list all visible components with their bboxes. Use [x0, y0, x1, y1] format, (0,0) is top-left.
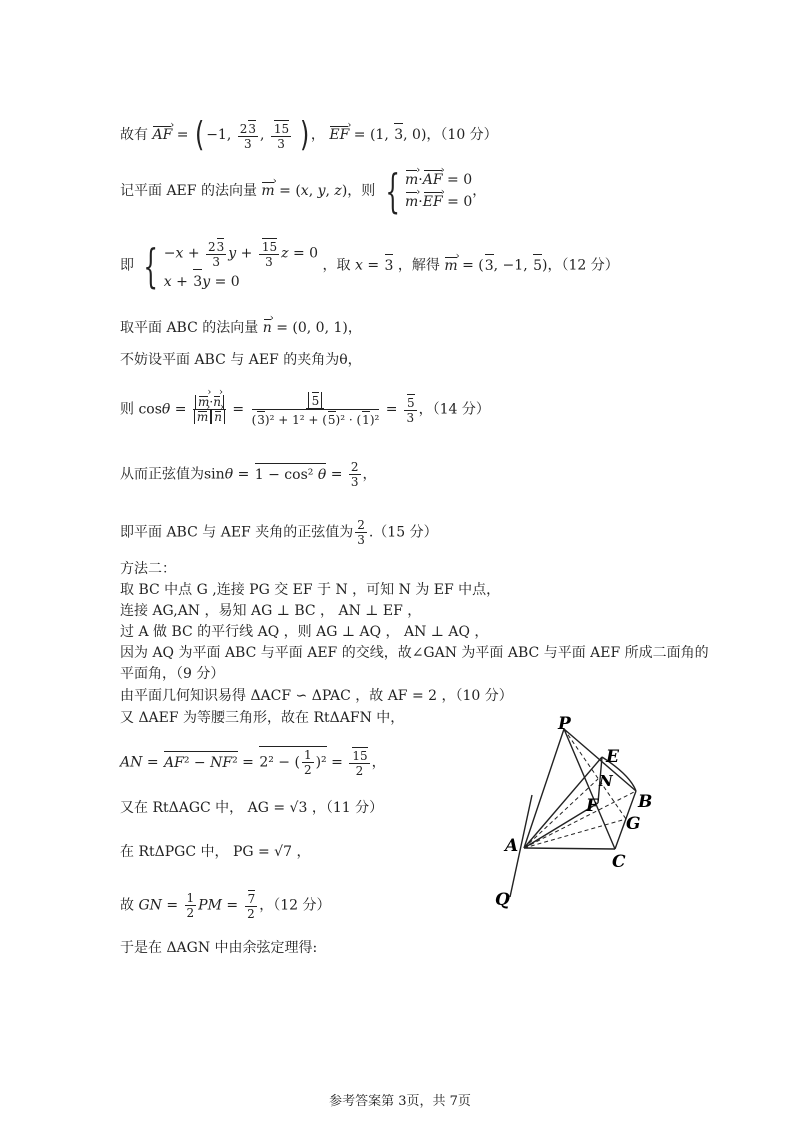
- method-two-step-4: 因为 AQ 为平面 ABC 与平面 AEF 的交线，故∠GAN 为平面 ABC 与平面 AEF 所成二面角的: [120, 645, 709, 661]
- normal-vector-m-line: 记平面 AEF 的法向量 m › = (x, y, z)，则 { m ›·AF › = 0 m ›·EF › = 0 ，: [120, 168, 486, 214]
- page-footer: 参考答案第 3页，共 7页: [329, 1094, 471, 1109]
- label-A: A: [505, 836, 519, 856]
- gn-length-line: 故 GN = $\frac{1}{2}$ PM = $\frac{7}{2}$ ，（12 分）: [120, 891, 331, 921]
- system-solution-line: 即 { −x + $\frac{23}{3}$ y + $\frac{15}{3}$ z = 0 x + 3y = 0 ，取 x = 3 ，解得 m › = (3, −1, 5)，（12 分）: [120, 238, 619, 293]
- method-two-step-6: 由平面几何知识易得 ΔACF ∽ ΔPAC ，故 AF = 2 ，（10 分）: [120, 688, 513, 704]
- normal-vector-n-line: 取平面 ABC 的法向量 n › = (0, 0, 1)，: [120, 318, 362, 338]
- method-two-step-5: 平面角，（9 分）: [120, 666, 225, 682]
- label-F: F: [586, 796, 599, 816]
- sine-conclusion-line: 即平面 ABC 与 AEF 夹角的正弦值为 $\frac{2}{3}$ .（15 分）: [120, 518, 438, 547]
- cosine-formula-line: 则 cosθ = $\frac{m ›\cdot n ›}{m › n}$ › = $\frac{5}{\text{(3)² + 1² + (5)² · (1)²}}$ = $\frac{5}{3}$ ，（14 分）: [120, 392, 490, 427]
- pyramid-figure: [480, 715, 670, 915]
- method-two-step-12: 于是在 ΔAGN 中由余弦定理得:: [120, 940, 318, 956]
- method-two-step-9: 又在 RtΔAGC 中， AG = √3 ，（11 分）: [120, 800, 384, 816]
- angle-theta-line: 不妨设平面 ABC 与 AEF 的夹角为θ，: [120, 352, 362, 368]
- method-two-step-1: 取 BC 中点 G ,连接 PG 交 EF 于 N ，可知 N 为 EF 中点，: [120, 582, 501, 598]
- method-two-step-3: 过 A 做 BC 的平行线 AQ ，则 AG ⊥ AQ ， AN ⊥ AQ ，: [120, 624, 489, 640]
- sine-value-line: 从而正弦值为sinθ = 1 − cos² θ = $\frac{2}{3}$ ，: [120, 460, 377, 489]
- method-two-step-10: 在 RtΔPGC 中， PG = √7 ，: [120, 844, 311, 860]
- label-G: G: [626, 814, 641, 834]
- af-ef-vectors-line: 故有 AF › = ( −1, $\frac{23}{3}$ , $\frac{15}{3}$ ) ， EF › = (1, 3, 0)，（10 分）: [120, 118, 498, 152]
- label-N: N: [599, 772, 613, 790]
- label-B: B: [638, 792, 653, 812]
- edge-AC: [524, 848, 615, 849]
- label-E: E: [606, 747, 619, 767]
- method-two-step-7: 又 ΔAEF 为等腰三角形，故在 RtΔAFN 中，: [120, 710, 405, 726]
- an-length-line: AN = AF² − NF² = 2² − ( $\frac{1}{2}$ )² = $\frac{15}{2}$ ，: [120, 748, 386, 778]
- method-two-heading: 方法二：: [120, 561, 176, 577]
- label-P: P: [558, 715, 571, 734]
- label-Q: Q: [495, 890, 510, 910]
- label-C: C: [612, 852, 626, 872]
- method-two-step-2: 连接 AG,AN ，易知 AG ⊥ BC ， AN ⊥ EF ，: [120, 603, 422, 619]
